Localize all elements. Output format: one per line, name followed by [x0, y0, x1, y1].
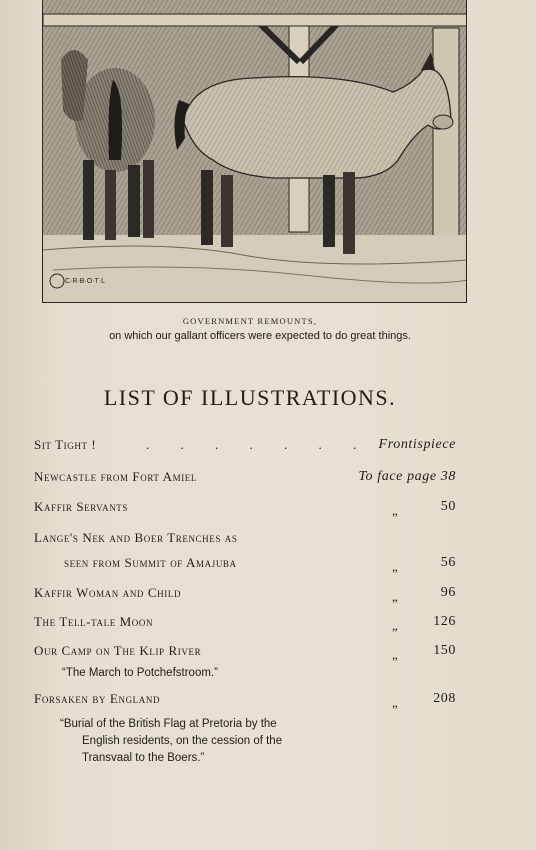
entry-title: Kaffir Woman and Child: [34, 585, 182, 600]
entry-title: Lange's Nek and Boer Trenches as: [34, 530, 238, 545]
list-item: [34, 585, 464, 604]
entry-page: 96: [440, 585, 456, 600]
list-item: [34, 437, 464, 453]
list-item: [34, 643, 464, 662]
illustration-caption-title: GOVERNMENT REMOUNTS,: [182, 316, 318, 326]
entry-title: seen from Summit of Amajuba: [64, 555, 237, 570]
entry-page: 208: [433, 691, 456, 706]
leader-dots: . . . . . . .: [146, 437, 371, 452]
entry-note: “The March to Potchefstroom.”: [62, 667, 218, 679]
ditto-mark: „: [392, 695, 399, 710]
entry-title: The Tell-tale Moon: [34, 614, 154, 629]
horses-engraving: [43, 0, 467, 303]
list-item: [34, 499, 464, 518]
list-item: [34, 691, 464, 710]
list-heading: LIST OF ILLUSTRATIONS.: [103, 385, 397, 410]
ditto-mark: „: [392, 647, 399, 662]
ditto-mark: „: [392, 503, 399, 518]
entry-title: Our Camp on The Klip River: [34, 643, 202, 658]
entry-note: English residents, on the cession of the: [82, 735, 283, 747]
entry-page: 126: [433, 614, 456, 629]
entry-page: 56: [440, 555, 456, 570]
ditto-mark: „: [392, 559, 399, 574]
ditto-mark: „: [392, 618, 399, 633]
entry-title: Newcastle from Fort Amiel: [34, 469, 197, 484]
entry-note: “Burial of the British Flag at Pretoria by the: [60, 718, 277, 730]
list-item: [34, 614, 464, 633]
entry-page: 50: [440, 499, 456, 514]
illustration-caption-subtitle: on which our gallant officers were expected to do great things.: [109, 330, 411, 342]
entry-note: Transvaal to the Boers.”: [82, 752, 205, 764]
ditto-mark: „: [392, 589, 399, 604]
entry-page: 150: [433, 643, 456, 658]
entry-page: Frontispiece: [378, 437, 456, 452]
artist-signature: C·R·B·O·T·L: [65, 278, 106, 285]
entry-page: To face page 38: [358, 469, 456, 484]
engraving-illustration: [42, 0, 467, 303]
entry-title: Kaffir Servants: [34, 499, 128, 514]
entry-title: Sit Tight !: [34, 437, 97, 452]
entry-title: Forsaken by England: [34, 691, 161, 706]
list-item: [34, 469, 464, 485]
list-item: [34, 530, 464, 546]
list-item: [34, 555, 464, 574]
